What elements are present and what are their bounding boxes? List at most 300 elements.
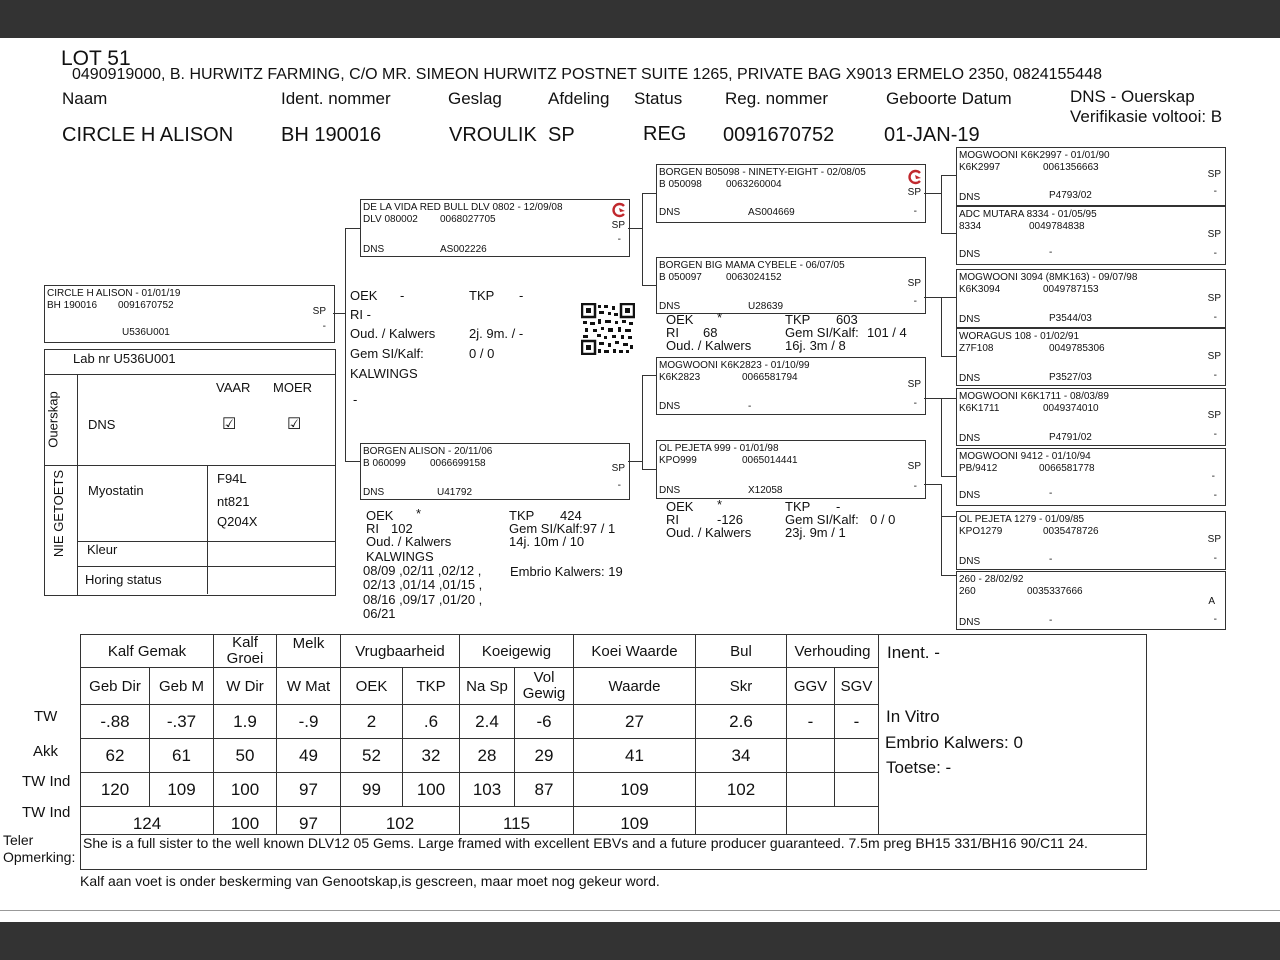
- connector: [924, 193, 941, 194]
- tw-cell: 2.6: [696, 705, 787, 739]
- label-status: Status: [634, 89, 683, 108]
- embrio-text: Embrio Kalwers: 0: [885, 733, 1023, 752]
- ggp-code: P4793/02: [1049, 190, 1092, 201]
- lab-moer: MOER: [273, 380, 312, 395]
- animal-dash: -: [322, 321, 326, 332]
- connector: [924, 484, 941, 485]
- divider: [45, 374, 335, 375]
- group-header: [214, 635, 277, 668]
- divider: [207, 465, 208, 594]
- ds-line1: MOGWOONI K6K2823 - 01/10/99: [659, 360, 810, 371]
- dam-oek: OEK: [366, 508, 394, 523]
- group-header: Koei Waarde: [574, 635, 696, 668]
- ggp-dash: -: [1213, 186, 1217, 197]
- ggp-line2a: K6K3094: [959, 284, 1001, 295]
- ggp-line2a: K6K1711: [959, 403, 1000, 414]
- ggp-line2b: 0049784838: [1029, 221, 1085, 232]
- ggp-dns: DNS: [959, 373, 981, 384]
- ggp-dns: DNS: [959, 617, 981, 628]
- dam-gem: Gem SI/Kalf:97 / 1: [509, 521, 616, 536]
- sub-header: Waarde: [574, 668, 696, 705]
- dam-oud-value: 14j. 10m / 10: [509, 534, 585, 549]
- ggp-dash: -: [1213, 312, 1217, 323]
- ss-line2b: 0063260004: [726, 179, 782, 190]
- connector: [941, 484, 942, 575]
- ds-line2a: K6K2823: [659, 372, 701, 383]
- pedigree-dam-card: [360, 443, 630, 500]
- connector: [941, 297, 942, 356]
- dam-embrio: Embrio Kalwers: 19: [510, 564, 623, 579]
- animal-line1: CIRCLE H ALISON - 01/01/19: [47, 288, 181, 299]
- sd-dns: DNS: [659, 301, 681, 312]
- twind-cell: 102: [696, 773, 787, 807]
- sire-ri: RI -: [350, 307, 371, 322]
- sub-header: TKP: [403, 668, 460, 705]
- connector: [642, 193, 643, 285]
- twind2-cell: 102: [341, 807, 460, 841]
- sd-ri-value: 68: [703, 325, 718, 340]
- dd-dash: -: [913, 481, 917, 492]
- twind-cell: [835, 773, 879, 807]
- top-bar: [0, 0, 1280, 38]
- ds-dash: -: [913, 398, 917, 409]
- ds-line2b: 0066581794: [742, 372, 798, 383]
- lab-ouerskap-vertical: Ouerskap: [45, 391, 61, 448]
- connector: [642, 193, 656, 194]
- connector: [333, 313, 345, 314]
- pedigree-ggp-card: [956, 511, 1226, 570]
- dam-line1: BORGEN ALISON - 20/11/06: [363, 446, 493, 457]
- value-ident: BH 190016: [281, 124, 382, 146]
- footer-note: Kalf aan voet is onder beskerming van Genootskap,is gescreen, maar moet nog gekeur word.: [80, 873, 660, 889]
- divider: [77, 374, 78, 595]
- ggp-sp: A: [1208, 596, 1215, 607]
- dam-calving-dates-2: 02/13 ,01/14 ,01/15 ,: [363, 577, 483, 592]
- sub-header: Geb Dir: [81, 668, 150, 705]
- dd-line2a: KPO999: [659, 455, 697, 466]
- divider: [77, 566, 335, 567]
- group-header: Verhouding: [787, 635, 879, 668]
- row-label-akk: Akk: [33, 743, 59, 760]
- ggp-line2b: 0035478726: [1043, 526, 1099, 537]
- sire-oek: OEK: [350, 288, 378, 303]
- sire-dash: -: [617, 234, 621, 245]
- dam-tkp-value: 424: [560, 508, 582, 523]
- dd-code: X12058: [748, 485, 783, 496]
- akk-cell: 61: [150, 739, 214, 773]
- lab-horing: Horing status: [85, 572, 162, 587]
- row-label-tw: TW: [34, 708, 58, 725]
- connector: [642, 469, 656, 470]
- ggp-line2b: 0049787153: [1043, 284, 1099, 295]
- twind-cell: 103: [460, 773, 515, 807]
- connector: [642, 375, 643, 469]
- dd-tkp-value: -: [836, 499, 841, 514]
- dd-line1: OL PEJETA 999 - 01/01/98: [659, 443, 779, 454]
- tw-cell: -.88: [81, 705, 150, 739]
- dam-ri: RI: [366, 521, 379, 536]
- label-naam: Naam: [62, 89, 108, 108]
- dd-oek: OEK: [666, 499, 694, 514]
- pedigree-sire-card: [360, 199, 630, 257]
- sd-oud: Oud. / Kalwers: [666, 338, 752, 353]
- dam-oek-value: *: [416, 506, 422, 521]
- ss-dns: DNS: [659, 207, 681, 218]
- value-geboorte: 01-JAN-19: [884, 124, 980, 146]
- ggp-code: -: [1049, 488, 1053, 499]
- akk-cell: 34: [696, 739, 787, 773]
- connector: [941, 516, 956, 517]
- ggp-sp: SP: [1207, 351, 1221, 362]
- sire-line2b: 0068027705: [440, 214, 496, 225]
- row-label-twind2: TW Ind: [22, 804, 71, 821]
- dd-oud: Oud. / Kalwers: [666, 525, 752, 540]
- sire-line1: DE LA VIDA RED BULL DLV 0802 - 12/09/08: [363, 202, 563, 213]
- akk-cell: 28: [460, 739, 515, 773]
- ggp-line2b: 0066581778: [1039, 463, 1095, 474]
- twind2-cell: 100: [214, 807, 277, 841]
- dam-code: U41792: [437, 487, 473, 498]
- ss-dash: -: [913, 206, 917, 217]
- checkbox-checked-icon: ☑: [287, 416, 302, 433]
- value-afdeling: SP: [548, 124, 575, 146]
- connector: [924, 398, 956, 399]
- ggp-line2b: 0049785306: [1049, 343, 1105, 354]
- ggp-dns: DNS: [959, 556, 981, 567]
- connector: [941, 175, 956, 176]
- twind-cell: 100: [214, 773, 277, 807]
- sd-oud-value: 16j. 3m / 8: [785, 338, 846, 353]
- owner-line: 0490919000, B. HURWITZ FARMING, C/O MR. SIMEON HURWITZ POSTNET SUITE 1265, PRIVATE BAG X9013 ERMELO 2350, 0824155448: [72, 66, 1102, 83]
- sub-header: [515, 668, 574, 705]
- twind-cell: 109: [150, 773, 214, 807]
- ggp-code: -: [1049, 247, 1053, 258]
- sire-oek-value: -: [400, 288, 405, 303]
- ds-code: -: [748, 401, 752, 412]
- group-header: Bul: [696, 635, 787, 668]
- ggp-line1: 260 - 28/02/92: [959, 574, 1024, 585]
- value-geslag: VROULIK: [449, 124, 537, 146]
- ggp-dash: -: [1213, 614, 1217, 625]
- tw-cell: -: [787, 705, 835, 739]
- ggp-line2a: KPO1279: [959, 526, 1003, 537]
- tw-cell: -.37: [150, 705, 214, 739]
- ggp-sp: SP: [1207, 293, 1221, 304]
- ss-line2a: B 050098: [659, 179, 702, 190]
- connector: [345, 461, 360, 462]
- ds-dns: DNS: [659, 401, 681, 412]
- remarks-text: She is a full sister to the well known DLV12 05 Gems. Large framed with excellent EBVs and a future producer guaranteed. 7.5m preg BH15 331/BH16 90/C11 24.: [83, 835, 1088, 851]
- twind-cell: 87: [515, 773, 574, 807]
- connector: [941, 233, 956, 234]
- ggp-code: P3527/03: [1049, 372, 1092, 383]
- connector: [345, 228, 346, 461]
- pedigree-ggp-card: [956, 328, 1226, 386]
- ggp-dns: DNS: [959, 314, 981, 325]
- sd-dash: -: [913, 296, 917, 307]
- akk-cell: [835, 739, 879, 773]
- group-header: Kalf Gemak: [81, 635, 214, 668]
- sub-header: W Mat: [277, 668, 341, 705]
- sub-header: Skr: [696, 668, 787, 705]
- dd-line2b: 0065014441: [742, 455, 798, 466]
- akk-cell: 62: [81, 739, 150, 773]
- group-header-label: Kalf Groei: [226, 634, 264, 667]
- checkbox-checked-icon: ☑: [222, 416, 237, 433]
- ggp-dash: -: [1213, 490, 1217, 501]
- ggp-code: P3544/03: [1049, 313, 1092, 324]
- pedigree-ggp-card: [956, 571, 1226, 630]
- sub-header: Na Sp: [460, 668, 515, 705]
- sire-dns: DNS: [363, 244, 385, 255]
- sd-line2b: 0063024152: [726, 272, 782, 283]
- ss-code: AS004669: [748, 207, 795, 218]
- lab-panel: [44, 349, 336, 596]
- pedigree-ds-card: [656, 357, 926, 415]
- opmerking-label: Opmerking:: [3, 849, 76, 865]
- twind-cell: 109: [574, 773, 696, 807]
- ggp-code: -: [1049, 554, 1053, 565]
- pedigree-ggp-card: [956, 448, 1226, 506]
- dd-oud-value: 23j. 9m / 1: [785, 525, 846, 540]
- sd-oek: OEK: [666, 312, 694, 327]
- sd-line1: BORGEN BIG MAMA CYBELE - 06/07/05: [659, 260, 845, 271]
- sd-tkp-value: 603: [836, 312, 858, 327]
- dd-ri-value: -126: [717, 512, 744, 527]
- sire-oud: Oud. / Kalwers: [350, 326, 436, 341]
- value-status: REG: [643, 123, 687, 145]
- lab-myo-nt821: nt821: [217, 494, 250, 509]
- sire-kalwings: KALWINGS: [350, 366, 418, 381]
- sd-oek-value: *: [717, 310, 723, 325]
- group-header: Koeigewig: [460, 635, 574, 668]
- connector: [941, 575, 956, 576]
- pedigree-ggp-card: [956, 206, 1226, 265]
- ggp-sp: -: [1211, 471, 1215, 482]
- ggp-sp: SP: [1207, 229, 1221, 240]
- side-info-box: [879, 634, 1147, 837]
- akk-cell: [787, 739, 835, 773]
- sire-tkp: TKP: [469, 288, 495, 303]
- dd-sp: SP: [907, 461, 921, 472]
- animal-line2b: 0091670752: [118, 300, 174, 311]
- lab-number: Lab nr U536U001: [73, 351, 176, 366]
- ggp-line1: ADC MUTARA 8334 - 01/05/95: [959, 209, 1097, 220]
- ggp-line1: WORAGUS 108 - 01/02/91: [959, 331, 1080, 342]
- sd-sp: SP: [907, 278, 921, 289]
- ggp-dash: -: [1213, 429, 1217, 440]
- dd-dns: DNS: [659, 485, 681, 496]
- label-ident: Ident. nommer: [281, 89, 391, 108]
- label-verifikasie: Verifikasie voltooi: B: [1070, 107, 1223, 126]
- ggp-dns: DNS: [959, 249, 981, 260]
- ggp-sp: SP: [1207, 534, 1221, 545]
- dam-line2a: B 060099: [363, 458, 406, 469]
- connector: [628, 228, 642, 229]
- ggp-line2b: 0049374010: [1043, 403, 1099, 414]
- sire-gem-value: 0 / 0: [469, 346, 495, 361]
- sd-code: U28639: [748, 301, 784, 312]
- sub-header: W Dir: [214, 668, 277, 705]
- sire-tkp-value: -: [519, 288, 524, 303]
- animal-card: [44, 285, 335, 343]
- tw-cell: .6: [403, 705, 460, 739]
- ggp-dns: DNS: [959, 433, 981, 444]
- pedigree-ggp-card: [956, 388, 1226, 446]
- dd-gem: Gem SI/Kalf:: [785, 512, 859, 527]
- ggp-sp: SP: [1207, 410, 1221, 421]
- twind2-cell: 124: [81, 807, 214, 841]
- ggp-line2a: 8334: [959, 221, 982, 232]
- label-reg: Reg. nommer: [725, 89, 828, 108]
- inent-text: Inent. -: [887, 643, 940, 662]
- connector: [642, 285, 656, 286]
- lot-number: LOT 51: [61, 47, 131, 70]
- value-reg: 0091670752: [723, 124, 835, 146]
- twind-cell: [787, 773, 835, 807]
- akk-cell: 41: [574, 739, 696, 773]
- dd-ri: RI: [666, 512, 679, 527]
- ggp-line1: MOGWOONI 9412 - 01/10/94: [959, 451, 1091, 462]
- toetse-text: Toetse: -: [886, 758, 952, 777]
- pedigree-ggp-card: [956, 269, 1226, 328]
- label-dns-ouerskap: DNS - Ouerskap: [1070, 87, 1195, 106]
- value-naam: CIRCLE H ALISON: [62, 124, 234, 146]
- connector: [941, 476, 956, 477]
- pedigree-dd-card: [656, 440, 926, 499]
- invitro-text: In Vitro: [886, 707, 940, 726]
- ggp-line2b: 0061356663: [1043, 162, 1099, 173]
- ebv-table: [80, 634, 879, 841]
- ggp-code: -: [1049, 615, 1053, 626]
- sd-tkp: TKP: [785, 312, 811, 327]
- dam-calving-dates-1: 08/09 ,02/11 ,02/12 ,: [363, 563, 482, 578]
- ggp-dns: DNS: [959, 192, 981, 203]
- pedigree-sd-card: [656, 257, 926, 314]
- connector: [642, 375, 656, 376]
- sub-header: GGV: [787, 668, 835, 705]
- twind-cell: 100: [403, 773, 460, 807]
- ss-sp: SP: [907, 187, 921, 198]
- ggp-line2a: 260: [959, 586, 976, 597]
- dd-tkp: TKP: [785, 499, 811, 514]
- pedigree-ggp-card: [956, 147, 1226, 206]
- connector: [628, 461, 642, 462]
- divider: [45, 465, 335, 466]
- akk-cell: 52: [341, 739, 403, 773]
- dd-oek-value: *: [717, 497, 723, 512]
- row-label-twind: TW Ind: [22, 773, 71, 790]
- sire-sp: SP: [611, 220, 625, 231]
- society-logo-icon: [907, 169, 923, 185]
- lab-myostatin: Myostatin: [88, 483, 144, 498]
- ggp-dash: -: [1213, 370, 1217, 381]
- pedigree-ss-card: [656, 164, 926, 223]
- dam-ri-value: 102: [391, 521, 413, 536]
- ggp-code: P4791/02: [1049, 432, 1092, 443]
- connector: [941, 175, 942, 233]
- connector: [941, 297, 956, 298]
- society-logo-icon: [611, 202, 627, 218]
- akk-cell: 49: [277, 739, 341, 773]
- tw-cell: -6: [515, 705, 574, 739]
- dam-line2b: 0066699158: [430, 458, 486, 469]
- qr-code-icon: [581, 303, 635, 355]
- twind-cell: 120: [81, 773, 150, 807]
- ggp-line1: MOGWOONI K6K2997 - 01/01/90: [959, 150, 1110, 161]
- ggp-line1: MOGWOONI K6K1711 - 08/03/89: [959, 391, 1109, 402]
- ggp-line1: MOGWOONI 3094 (8MK163) - 09/07/98: [959, 272, 1138, 283]
- group-header: Vrugbaarheid: [341, 635, 460, 668]
- tw-cell: 2: [341, 705, 403, 739]
- remarks-box: [80, 834, 1147, 870]
- lab-myo-q204x: Q204X: [217, 514, 258, 529]
- akk-cell: 50: [214, 739, 277, 773]
- sd-ri: RI: [666, 325, 679, 340]
- sire-kalwings-dash: -: [353, 392, 358, 407]
- dam-calving-dates-4: 06/21: [363, 606, 396, 621]
- dam-kalwings: KALWINGS: [366, 549, 434, 564]
- dd-gem-value: 0 / 0: [870, 512, 896, 527]
- dam-sp: SP: [611, 463, 625, 474]
- label-geslag: Geslag: [448, 89, 502, 108]
- bottom-rule: [0, 910, 1280, 911]
- label-geboorte: Geboorte Datum: [886, 89, 1012, 108]
- sub-header: SGV: [835, 668, 879, 705]
- dam-dash: -: [617, 480, 621, 491]
- connector: [345, 228, 360, 229]
- lab-vaar: VAAR: [216, 380, 251, 395]
- tw-cell: 1.9: [214, 705, 277, 739]
- ggp-line2a: PB/9412: [959, 463, 998, 474]
- sub-header: OEK: [341, 668, 403, 705]
- teler-label: Teler: [3, 832, 34, 848]
- lab-getoets-vertical: NIE GETOETS: [51, 469, 67, 558]
- akk-cell: 29: [515, 739, 574, 773]
- sire-oud-value: 2j. 9m. / -: [469, 326, 524, 341]
- lab-kleur: Kleur: [87, 542, 118, 557]
- dam-tkp: TKP: [509, 508, 535, 523]
- dam-dns: DNS: [363, 487, 385, 498]
- tw-cell: -: [835, 705, 879, 739]
- sd-line2a: B 050097: [659, 272, 702, 283]
- lab-dns: DNS: [88, 417, 116, 432]
- connector: [924, 297, 941, 298]
- ggp-sp: SP: [1207, 169, 1221, 180]
- sub-header-label: Vol Gewig: [522, 669, 566, 702]
- sire-code: AS002226: [440, 244, 487, 255]
- twind2-cell: 97: [277, 807, 341, 841]
- tw-cell: 27: [574, 705, 696, 739]
- ggp-dash: -: [1213, 248, 1217, 259]
- twind2-cell: 115: [460, 807, 574, 841]
- animal-line2a: BH 190016: [47, 300, 98, 311]
- tw-cell: 2.4: [460, 705, 515, 739]
- twind-cell: 99: [341, 773, 403, 807]
- ss-line1: BORGEN B05098 - NINETY-EIGHT - 02/08/05: [659, 167, 866, 178]
- ggp-dns: DNS: [959, 490, 981, 501]
- ggp-line2b: 0035337666: [1027, 586, 1083, 597]
- ggp-line2a: Z7F108: [959, 343, 994, 354]
- sub-header: Geb M: [150, 668, 214, 705]
- sd-gem-value: 101 / 4: [867, 325, 907, 340]
- sire-gem: Gem SI/Kalf:: [350, 346, 424, 361]
- tw-cell: -.9: [277, 705, 341, 739]
- connector: [941, 356, 956, 357]
- group-header: Melk: [277, 635, 341, 668]
- ggp-line1: OL PEJETA 1279 - 01/09/85: [959, 514, 1085, 525]
- twind2-cell: 109: [574, 807, 696, 841]
